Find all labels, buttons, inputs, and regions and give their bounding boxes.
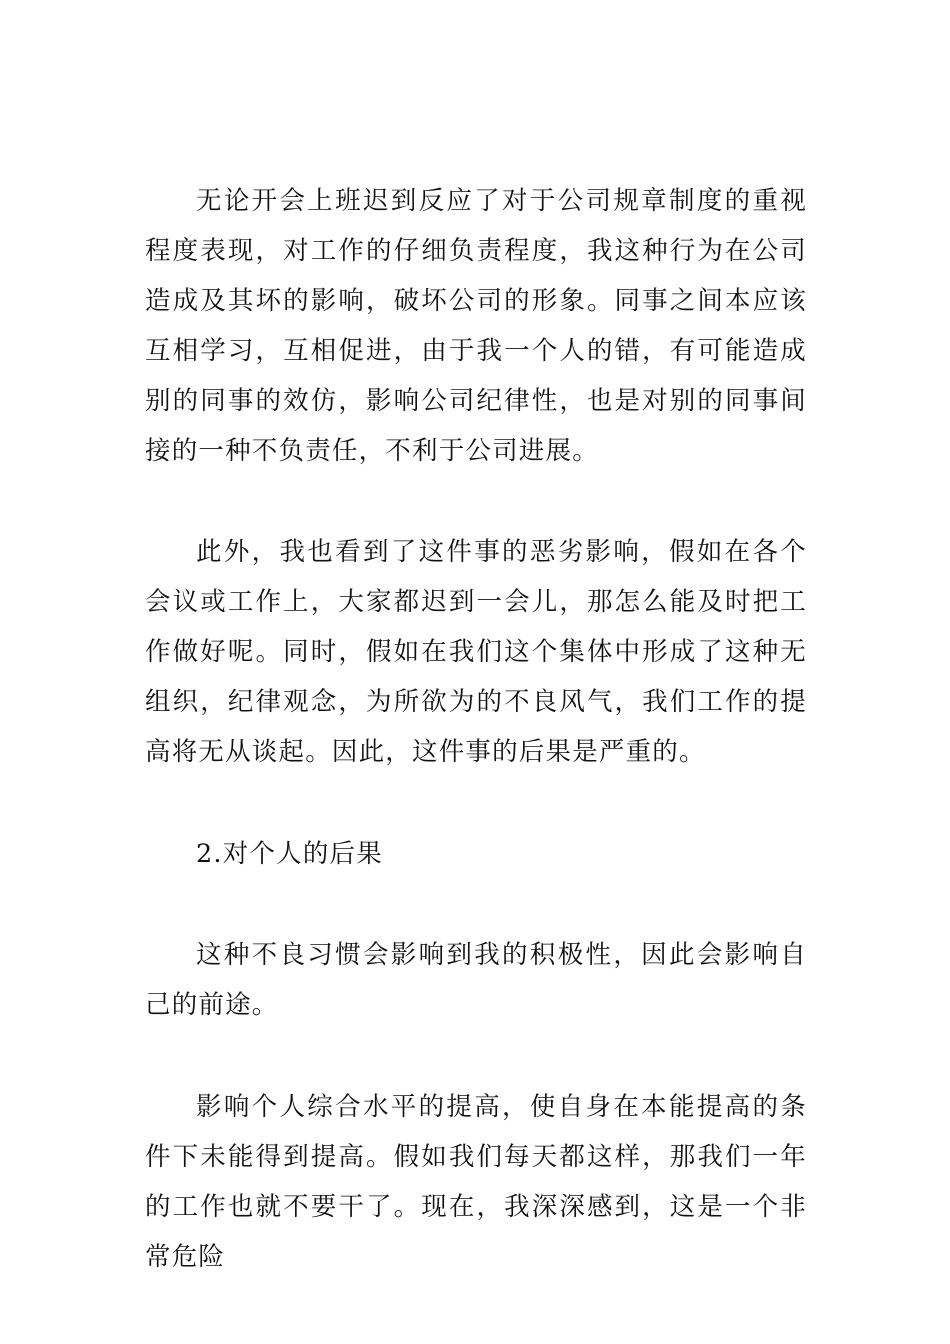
paragraph-workplace-impact: 无论开会上班迟到反应了对于公司规章制度的重视程度表现，对工作的仔细负责程度，我这种行为在公司造成及其坏的影响，破坏公司的形象。同事之间本应该互相学习，互相促进，由于我一个人的错，有可能造成别的同事的效仿，影响公司纪律性，也是对别的同事间接的一种不负责任，不利于公司进展。 (145, 186, 807, 466)
section-heading-personal-consequences: 2.对个人的后果 (196, 839, 383, 869)
document-page (145, 176, 807, 1282)
paragraph-self-improvement: 影响个人综合水平的提高，使自身在本能提高的条件下未能得到提高。假如我们每天都这样，那我们一年的工作也就不要干了。现在，我深深感到，这是一个非常危险 (145, 1092, 807, 1272)
paragraph-motivation: 这种不良习惯会影响到我的积极性，因此会影响自己的前途。 (145, 940, 807, 1020)
paragraph-bad-influence: 此外，我也看到了这件事的恶劣影响，假如在各个会议或工作上，大家都迟到一会儿，那怎么能及时把工作做好呢。同时，假如在我们这个集体中形成了这种无组织，纪律观念，为所欲为的不良风气，我们工作的提高将无从谈起。因此，这件事的后果是严重的。 (145, 537, 807, 767)
